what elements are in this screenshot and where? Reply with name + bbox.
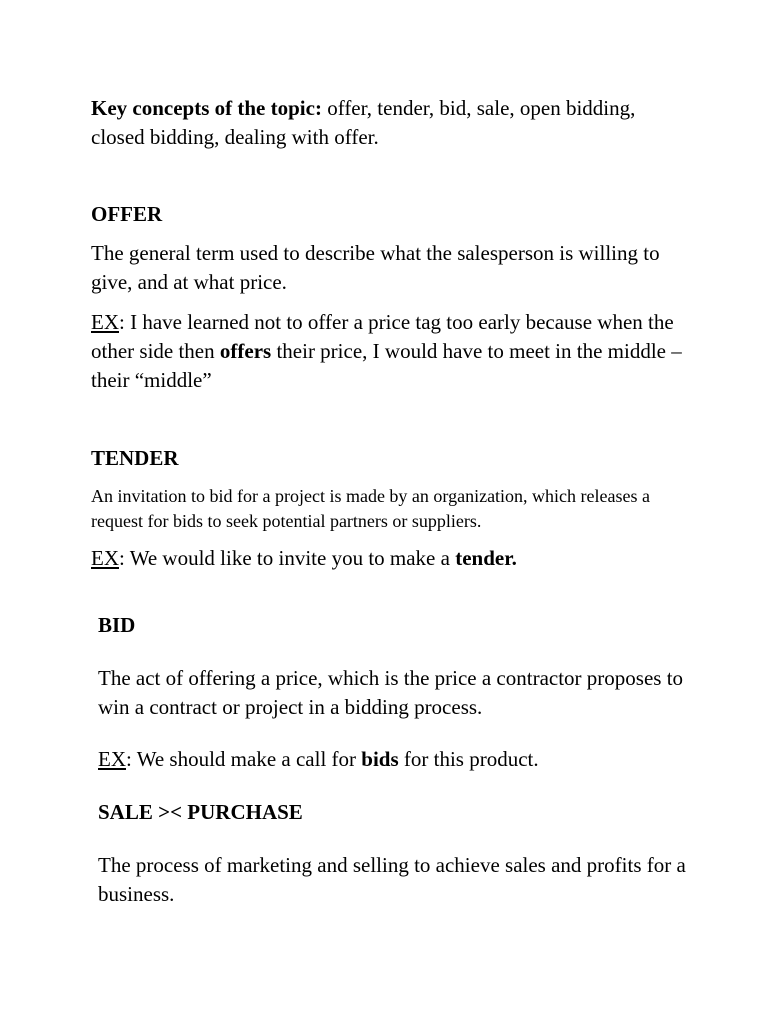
offer-heading: OFFER <box>91 202 163 226</box>
bid-heading: BID <box>98 613 136 637</box>
tender-example-bold-word: tender. <box>455 546 517 570</box>
tender-example-label: EX <box>91 546 119 570</box>
sale-definition: The process of marketing and selling to achieve sales and profits for a business. <box>98 853 686 906</box>
bid-example-text-end: for this product. <box>398 747 539 771</box>
tender-example <box>91 544 691 573</box>
bid-definition: The act of offering a price, which is the price a contractor proposes to win a contract or project in a bidding process. <box>98 666 684 719</box>
tender-heading: TENDER <box>91 446 179 470</box>
sale-heading: SALE >< PURCHASE <box>98 800 303 824</box>
offer-example-label: EX <box>91 310 119 334</box>
bid-example-label: EX <box>98 747 126 771</box>
bid-example-bold-word: bids <box>361 747 399 771</box>
key-concepts-label: Key concepts of the topic: <box>91 96 322 120</box>
bid-example-text-start: : We should make a call for <box>126 747 362 771</box>
bid-example <box>98 745 698 774</box>
offer-definition: The general term used to describe what the salesperson is willing to give, and at what price. <box>91 241 660 294</box>
tender-definition: An invitation to bid for a project is made by an organization, which releases a request for bids to seek potential partners or suppliers. <box>91 486 651 531</box>
key-concepts-list: offer, tender, bid, sale, open bidding, closed bidding, dealing with offer. <box>91 96 636 149</box>
offer-example-bold-word: offers <box>219 339 272 363</box>
offer-example-text-start: : I have learned not to offer a price tag too early because when the other side then <box>91 310 674 363</box>
key-concepts-paragraph <box>91 94 691 152</box>
offer-example <box>91 308 691 395</box>
offer-example-text-end: their price, I would have to meet in the middle – their “middle” <box>91 339 682 392</box>
tender-example-text-start: : We would like to invite you to make a <box>119 546 456 570</box>
